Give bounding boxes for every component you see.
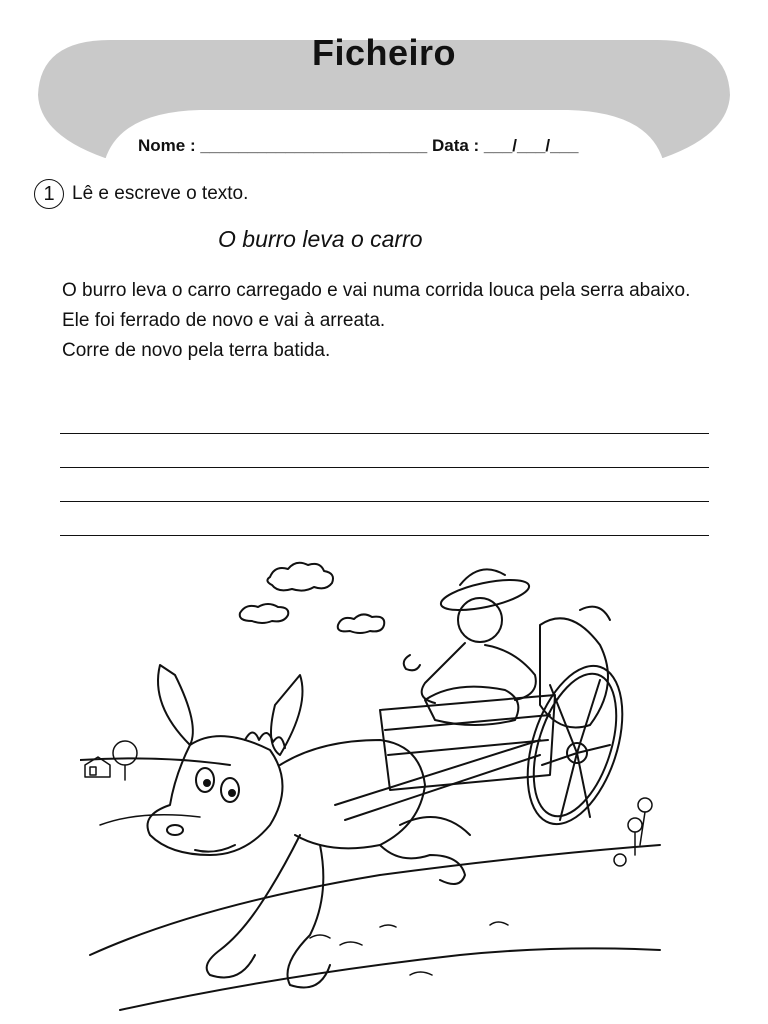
instruction-text: Lê e escreve o texto. — [72, 183, 249, 204]
flower-icon — [614, 798, 652, 866]
donkey-figure — [148, 665, 541, 988]
writing-line — [60, 501, 709, 502]
writing-line — [60, 467, 709, 468]
cloud-icon — [267, 563, 333, 591]
story-line: O burro leva o carro carregado e vai numa corrida louca pela serra abaixo. — [62, 280, 691, 301]
page-title: Ficheiro — [311, 32, 457, 73]
tree-icon — [113, 741, 137, 780]
cloud-icon — [240, 604, 289, 623]
story-text — [62, 276, 710, 366]
writing-line — [60, 433, 709, 434]
story-line: Ele foi ferrado de novo e vai à arreata. — [62, 310, 386, 331]
donkey-cart-illustration — [80, 555, 680, 1015]
story-line: Corre de novo pela terra batida. — [62, 340, 331, 361]
name-date-line: Nome : ________________________ Data : ___/___/___ — [138, 136, 579, 155]
cloud-icon — [338, 614, 385, 633]
story-title: O burro leva o carro — [218, 226, 423, 252]
exercise-number-badge: 1 — [34, 179, 64, 209]
writing-line — [60, 535, 709, 536]
wheel-icon — [510, 654, 641, 836]
exercise-instruction — [34, 179, 248, 209]
